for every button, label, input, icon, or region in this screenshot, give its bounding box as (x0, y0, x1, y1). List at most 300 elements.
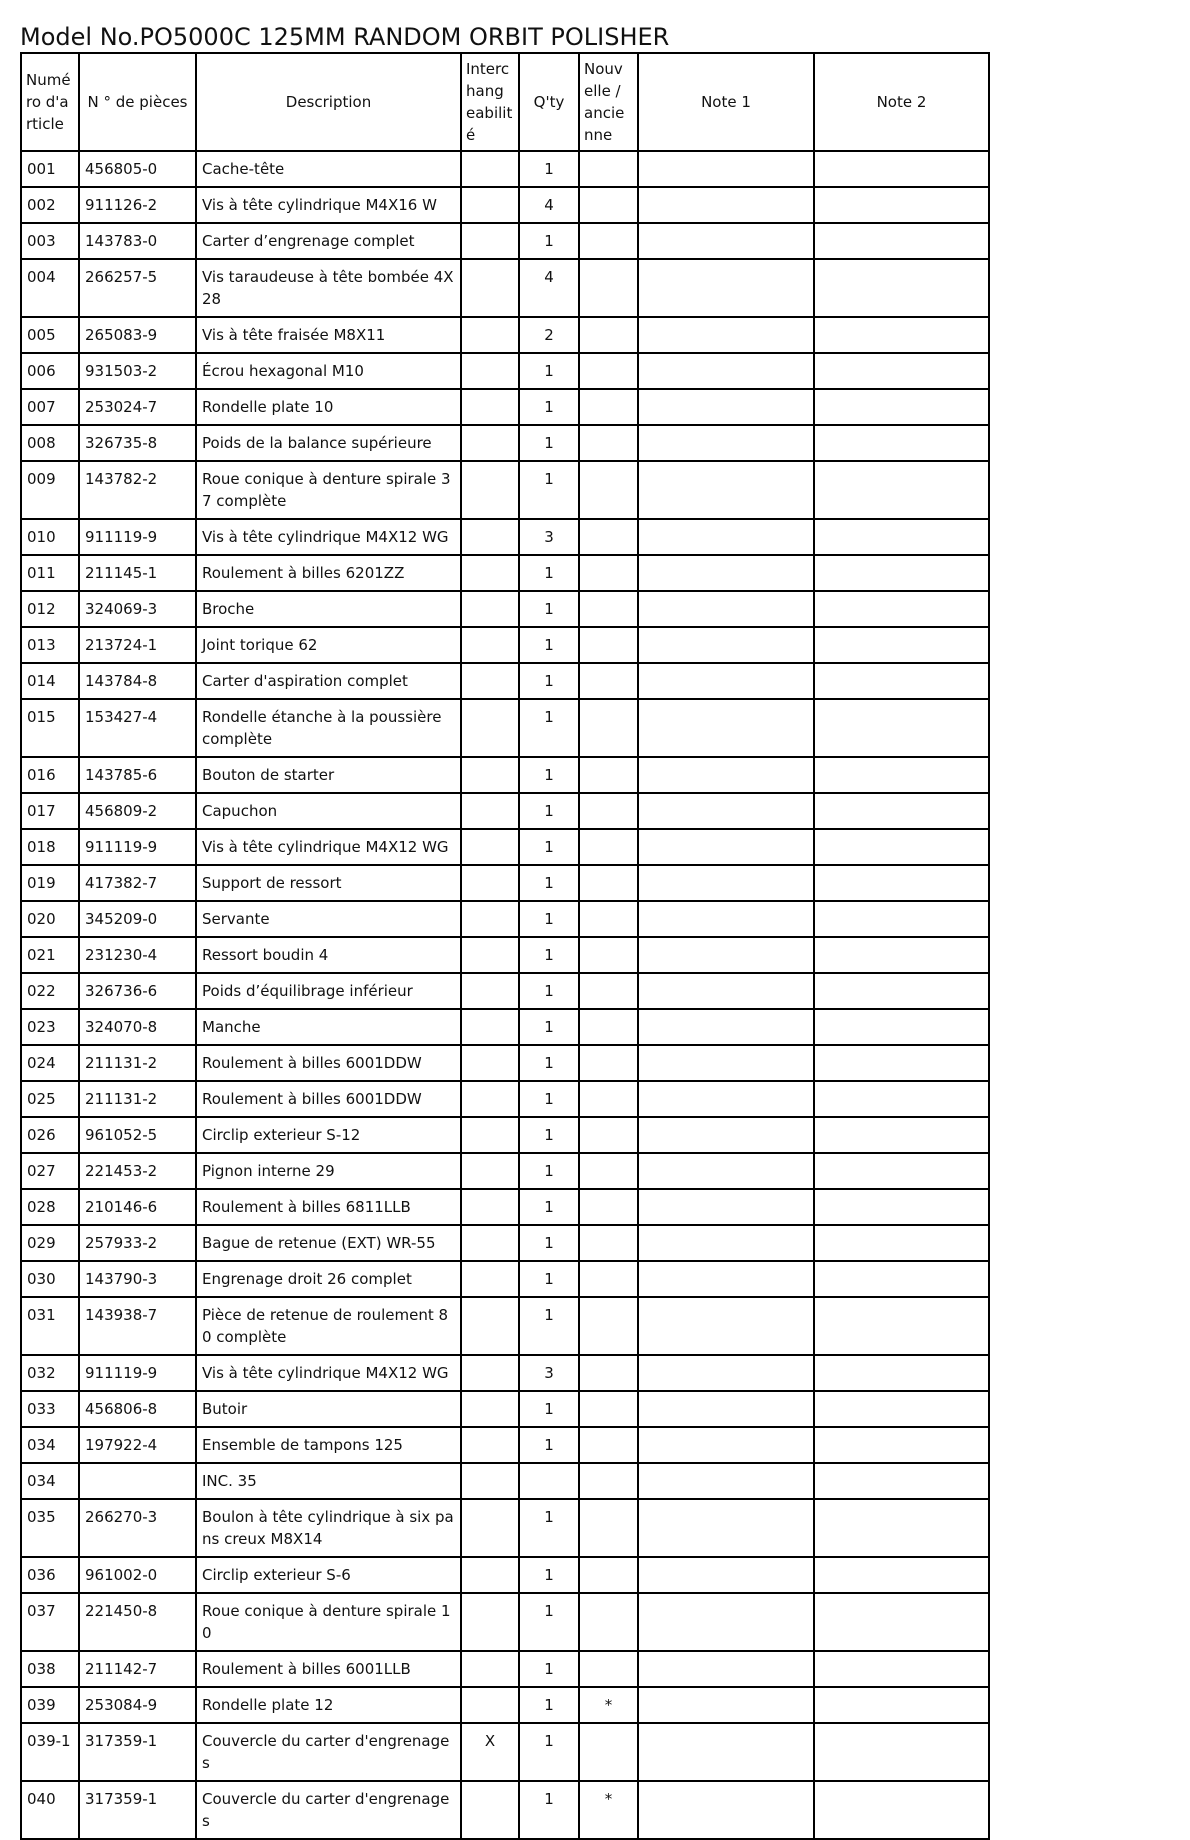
new-old-cell (579, 1391, 638, 1427)
interchangeability-cell (461, 973, 519, 1009)
interchangeability-cell (461, 555, 519, 591)
item-no-cell: 036 (21, 1557, 79, 1593)
interchangeability-cell (461, 699, 519, 757)
interchangeability-cell (461, 865, 519, 901)
item-no-cell: 023 (21, 1009, 79, 1045)
note-2-cell (814, 591, 989, 627)
new-old-cell (579, 1225, 638, 1261)
note-1-cell (638, 1153, 814, 1189)
interchangeability-cell (461, 151, 519, 187)
table-row (21, 627, 989, 663)
interchangeability-cell (461, 1153, 519, 1189)
qty-cell: 1 (519, 757, 579, 793)
description-cell: Engrenage droit 26 complet (196, 1261, 461, 1297)
interchangeability-cell (461, 829, 519, 865)
part-no-cell: 143785-6 (79, 757, 196, 793)
note-1-cell (638, 937, 814, 973)
new-old-cell (579, 591, 638, 627)
part-no-cell: 143938-7 (79, 1297, 196, 1355)
description-cell: Roue conique à denture spirale 1 0 (196, 1593, 461, 1651)
description-cell: Vis à tête cylindrique M4X12 WG (196, 519, 461, 555)
part-no-cell: 456809-2 (79, 793, 196, 829)
note-2-cell (814, 555, 989, 591)
description-cell: Vis à tête cylindrique M4X12 WG (196, 829, 461, 865)
new-old-cell (579, 151, 638, 187)
part-no-cell: 221450-8 (79, 1593, 196, 1651)
note-1-cell (638, 223, 814, 259)
table-row (21, 389, 989, 425)
new-old-cell (579, 353, 638, 389)
description-cell: Ressort boudin 4 (196, 937, 461, 973)
note-2-cell (814, 1723, 989, 1781)
part-no-cell: 253084-9 (79, 1687, 196, 1723)
note-2-cell (814, 663, 989, 699)
new-old-cell (579, 1189, 638, 1225)
note-2-cell (814, 1557, 989, 1593)
new-old-cell (579, 223, 638, 259)
new-old-cell (579, 663, 638, 699)
item-no-cell: 022 (21, 973, 79, 1009)
interchangeability-cell (461, 1355, 519, 1391)
table-row (21, 555, 989, 591)
qty-cell: 1 (519, 1687, 579, 1723)
interchangeability-cell: X (461, 1723, 519, 1781)
qty-cell: 1 (519, 1189, 579, 1225)
description-cell: Broche (196, 591, 461, 627)
description-cell: Rondelle plate 10 (196, 389, 461, 425)
new-old-cell (579, 519, 638, 555)
item-no-cell: 006 (21, 353, 79, 389)
qty-cell: 1 (519, 1261, 579, 1297)
note-2-cell (814, 1355, 989, 1391)
note-1-cell (638, 425, 814, 461)
interchangeability-cell (461, 1463, 519, 1499)
item-no-cell: 034 (21, 1427, 79, 1463)
item-no-cell: 032 (21, 1355, 79, 1391)
qty-cell: 2 (519, 317, 579, 353)
new-old-cell (579, 1557, 638, 1593)
item-no-cell: 031 (21, 1297, 79, 1355)
description-cell: Joint torique 62 (196, 627, 461, 663)
note-2-cell (814, 1189, 989, 1225)
interchangeability-cell (461, 317, 519, 353)
qty-cell: 1 (519, 1427, 579, 1463)
part-no-cell: 961002-0 (79, 1557, 196, 1593)
interchangeability-cell (461, 793, 519, 829)
note-1-cell (638, 519, 814, 555)
parts-table (20, 52, 990, 1840)
new-old-cell: * (579, 1781, 638, 1839)
note-2-cell (814, 829, 989, 865)
note-1-cell (638, 1225, 814, 1261)
new-old-cell (579, 425, 638, 461)
table-row (21, 1593, 989, 1651)
interchangeability-cell (461, 389, 519, 425)
new-old-cell (579, 1593, 638, 1651)
qty-cell: 1 (519, 1499, 579, 1557)
part-no-cell: 324070-8 (79, 1009, 196, 1045)
description-cell: Capuchon (196, 793, 461, 829)
part-no-cell: 911119-9 (79, 829, 196, 865)
part-no-cell: 324069-3 (79, 591, 196, 627)
qty-cell: 1 (519, 793, 579, 829)
table-row (21, 1225, 989, 1261)
qty-cell: 3 (519, 519, 579, 555)
description-cell: Pièce de retenue de roulement 8 0 complète (196, 1297, 461, 1355)
item-no-cell: 024 (21, 1045, 79, 1081)
note-1-cell (638, 1297, 814, 1355)
part-no-cell: 211131-2 (79, 1081, 196, 1117)
part-no-cell: 456806-8 (79, 1391, 196, 1427)
new-old-cell (579, 1723, 638, 1781)
part-no-cell: 143784-8 (79, 663, 196, 699)
note-1-cell (638, 259, 814, 317)
table-row (21, 151, 989, 187)
item-no-cell: 013 (21, 627, 79, 663)
interchangeability-cell (461, 1117, 519, 1153)
part-no-cell: 143782-2 (79, 461, 196, 519)
part-no-cell: 197922-4 (79, 1427, 196, 1463)
description-cell: Roulement à billes 6001LLB (196, 1651, 461, 1687)
qty-cell: 1 (519, 973, 579, 1009)
table-row (21, 973, 989, 1009)
item-no-cell: 038 (21, 1651, 79, 1687)
qty-cell: 1 (519, 1781, 579, 1839)
interchangeability-cell (461, 1427, 519, 1463)
part-no-cell: 153427-4 (79, 699, 196, 757)
description-cell: Bouton de starter (196, 757, 461, 793)
note-2-cell (814, 1391, 989, 1427)
qty-cell: 1 (519, 1593, 579, 1651)
qty-cell: 1 (519, 1651, 579, 1687)
table-row (21, 1045, 989, 1081)
note-1-cell (638, 757, 814, 793)
note-1-cell (638, 1261, 814, 1297)
qty-cell: 1 (519, 425, 579, 461)
interchangeability-cell (461, 519, 519, 555)
note-2-cell (814, 461, 989, 519)
interchangeability-cell (461, 1297, 519, 1355)
table-row (21, 663, 989, 699)
new-old-cell (579, 829, 638, 865)
note-1-cell (638, 1781, 814, 1839)
interchangeability-cell (461, 1391, 519, 1427)
note-1-cell (638, 1463, 814, 1499)
part-no-cell: 326736-6 (79, 973, 196, 1009)
description-cell: Poids de la balance supérieure (196, 425, 461, 461)
item-no-cell: 035 (21, 1499, 79, 1557)
note-2-cell (814, 757, 989, 793)
description-cell: Vis taraudeuse à tête bombée 4X 28 (196, 259, 461, 317)
note-2-cell (814, 1687, 989, 1723)
qty-cell: 1 (519, 627, 579, 663)
note-1-cell (638, 1009, 814, 1045)
note-2-cell (814, 1781, 989, 1839)
part-no-cell: 911119-9 (79, 1355, 196, 1391)
note-2-cell (814, 151, 989, 187)
table-row (21, 461, 989, 519)
description-cell: Vis à tête cylindrique M4X16 W (196, 187, 461, 223)
new-old-cell (579, 1117, 638, 1153)
note-2-cell (814, 1499, 989, 1557)
column-header-note-1: Note 1 (638, 53, 814, 151)
item-no-cell: 005 (21, 317, 79, 353)
item-no-cell: 011 (21, 555, 79, 591)
note-2-cell (814, 317, 989, 353)
new-old-cell (579, 1009, 638, 1045)
qty-cell: 1 (519, 555, 579, 591)
item-no-cell: 017 (21, 793, 79, 829)
interchangeability-cell (461, 461, 519, 519)
description-cell: Roulement à billes 6001DDW (196, 1081, 461, 1117)
qty-cell: 1 (519, 1009, 579, 1045)
new-old-cell (579, 1355, 638, 1391)
item-no-cell: 014 (21, 663, 79, 699)
part-no-cell: 417382-7 (79, 865, 196, 901)
column-header-interchangeability: Interc hang eabilit é (461, 53, 519, 151)
part-no-cell: 143790-3 (79, 1261, 196, 1297)
new-old-cell (579, 389, 638, 425)
new-old-cell (579, 1153, 638, 1189)
table-row (21, 865, 989, 901)
new-old-cell (579, 1427, 638, 1463)
table-row (21, 1117, 989, 1153)
description-cell: Pignon interne 29 (196, 1153, 461, 1189)
note-2-cell (814, 1225, 989, 1261)
part-no-cell: 456805-0 (79, 151, 196, 187)
part-no-cell: 266270-3 (79, 1499, 196, 1557)
note-2-cell (814, 1153, 989, 1189)
note-1-cell (638, 663, 814, 699)
description-cell: Circlip exterieur S-6 (196, 1557, 461, 1593)
part-no-cell: 213724-1 (79, 627, 196, 663)
table-row (21, 757, 989, 793)
description-cell: Cache-tête (196, 151, 461, 187)
description-cell: Manche (196, 1009, 461, 1045)
note-1-cell (638, 1557, 814, 1593)
note-1-cell (638, 1687, 814, 1723)
new-old-cell (579, 187, 638, 223)
item-no-cell: 008 (21, 425, 79, 461)
new-old-cell (579, 555, 638, 591)
note-1-cell (638, 151, 814, 187)
interchangeability-cell (461, 1557, 519, 1593)
new-old-cell (579, 865, 638, 901)
new-old-cell (579, 757, 638, 793)
item-no-cell: 012 (21, 591, 79, 627)
note-1-cell (638, 1723, 814, 1781)
table-row (21, 223, 989, 259)
description-cell: Servante (196, 901, 461, 937)
table-row (21, 1297, 989, 1355)
note-1-cell (638, 1593, 814, 1651)
new-old-cell (579, 1045, 638, 1081)
item-no-cell: 004 (21, 259, 79, 317)
new-old-cell (579, 1081, 638, 1117)
item-no-cell: 030 (21, 1261, 79, 1297)
qty-cell: 1 (519, 1297, 579, 1355)
qty-cell: 3 (519, 1355, 579, 1391)
note-2-cell (814, 793, 989, 829)
table-row (21, 353, 989, 389)
document-title: Model No.PO5000C 125MM RANDOM ORBIT POLISHER (20, 23, 670, 51)
note-1-cell (638, 1427, 814, 1463)
interchangeability-cell (461, 1687, 519, 1723)
interchangeability-cell (461, 937, 519, 973)
item-no-cell: 040 (21, 1781, 79, 1839)
qty-cell: 1 (519, 937, 579, 973)
table-row (21, 591, 989, 627)
table-row (21, 519, 989, 555)
table-row (21, 699, 989, 757)
note-1-cell (638, 793, 814, 829)
qty-cell: 1 (519, 829, 579, 865)
interchangeability-cell (461, 187, 519, 223)
note-2-cell (814, 1593, 989, 1651)
part-no-cell: 231230-4 (79, 937, 196, 973)
part-no-cell: 211131-2 (79, 1045, 196, 1081)
part-no-cell (79, 1463, 196, 1499)
item-no-cell: 019 (21, 865, 79, 901)
item-no-cell: 025 (21, 1081, 79, 1117)
table-row (21, 1261, 989, 1297)
interchangeability-cell (461, 1781, 519, 1839)
qty-cell: 1 (519, 1391, 579, 1427)
item-no-cell: 009 (21, 461, 79, 519)
table-row (21, 1499, 989, 1557)
description-cell: Ensemble de tampons 125 (196, 1427, 461, 1463)
qty-cell: 1 (519, 353, 579, 389)
note-2-cell (814, 1081, 989, 1117)
interchangeability-cell (461, 591, 519, 627)
note-2-cell (814, 1297, 989, 1355)
item-no-cell: 020 (21, 901, 79, 937)
table-row (21, 1651, 989, 1687)
note-1-cell (638, 1391, 814, 1427)
note-1-cell (638, 1499, 814, 1557)
table-row (21, 793, 989, 829)
part-no-cell: 211142-7 (79, 1651, 196, 1687)
item-no-cell: 010 (21, 519, 79, 555)
description-cell: Poids d’équilibrage inférieur (196, 973, 461, 1009)
part-no-cell: 911126-2 (79, 187, 196, 223)
interchangeability-cell (461, 1651, 519, 1687)
note-1-cell (638, 627, 814, 663)
note-1-cell (638, 1651, 814, 1687)
new-old-cell (579, 1297, 638, 1355)
note-2-cell (814, 353, 989, 389)
table-row (21, 1723, 989, 1781)
interchangeability-cell (461, 1009, 519, 1045)
qty-cell: 1 (519, 151, 579, 187)
table-row (21, 937, 989, 973)
note-2-cell (814, 425, 989, 461)
description-cell: Roue conique à denture spirale 3 7 complète (196, 461, 461, 519)
new-old-cell (579, 973, 638, 1009)
qty-cell (519, 1463, 579, 1499)
qty-cell: 1 (519, 699, 579, 757)
qty-cell: 1 (519, 1153, 579, 1189)
description-cell: Support de ressort (196, 865, 461, 901)
item-no-cell: 021 (21, 937, 79, 973)
note-2-cell (814, 973, 989, 1009)
item-no-cell: 015 (21, 699, 79, 757)
description-cell: Couvercle du carter d'engrenage s (196, 1781, 461, 1839)
interchangeability-cell (461, 663, 519, 699)
interchangeability-cell (461, 1261, 519, 1297)
note-1-cell (638, 555, 814, 591)
qty-cell: 4 (519, 187, 579, 223)
part-no-cell: 317359-1 (79, 1723, 196, 1781)
interchangeability-cell (461, 757, 519, 793)
qty-cell: 1 (519, 591, 579, 627)
qty-cell: 1 (519, 865, 579, 901)
qty-cell: 1 (519, 1081, 579, 1117)
item-no-cell: 026 (21, 1117, 79, 1153)
item-no-cell: 034 (21, 1463, 79, 1499)
interchangeability-cell (461, 425, 519, 461)
part-no-cell: 931503-2 (79, 353, 196, 389)
note-1-cell (638, 1189, 814, 1225)
part-no-cell: 326735-8 (79, 425, 196, 461)
interchangeability-cell (461, 627, 519, 663)
qty-cell: 4 (519, 259, 579, 317)
note-1-cell (638, 973, 814, 1009)
table-row (21, 829, 989, 865)
note-1-cell (638, 1045, 814, 1081)
item-no-cell: 028 (21, 1189, 79, 1225)
new-old-cell (579, 259, 638, 317)
note-2-cell (814, 187, 989, 223)
qty-cell: 1 (519, 223, 579, 259)
note-1-cell (638, 1117, 814, 1153)
table-row (21, 1009, 989, 1045)
table-row (21, 259, 989, 317)
item-no-cell: 029 (21, 1225, 79, 1261)
table-header-row (21, 53, 989, 151)
description-cell: Vis à tête fraisée M8X11 (196, 317, 461, 353)
note-2-cell (814, 1427, 989, 1463)
new-old-cell (579, 1499, 638, 1557)
note-1-cell (638, 389, 814, 425)
qty-cell: 1 (519, 1117, 579, 1153)
interchangeability-cell (461, 1045, 519, 1081)
note-2-cell (814, 519, 989, 555)
part-no-cell: 221453-2 (79, 1153, 196, 1189)
new-old-cell (579, 699, 638, 757)
column-header-qty: Q'ty (519, 53, 579, 151)
description-cell: Bague de retenue (EXT) WR-55 (196, 1225, 461, 1261)
note-2-cell (814, 1261, 989, 1297)
new-old-cell (579, 793, 638, 829)
part-no-cell: 345209-0 (79, 901, 196, 937)
item-no-cell: 007 (21, 389, 79, 425)
item-no-cell: 037 (21, 1593, 79, 1651)
item-no-cell: 018 (21, 829, 79, 865)
qty-cell: 1 (519, 901, 579, 937)
part-no-cell: 266257-5 (79, 259, 196, 317)
part-no-cell: 257933-2 (79, 1225, 196, 1261)
description-cell: INC. 35 (196, 1463, 461, 1499)
column-header-new-old: Nouv elle / ancie nne (579, 53, 638, 151)
interchangeability-cell (461, 1189, 519, 1225)
item-no-cell: 002 (21, 187, 79, 223)
part-no-cell: 961052-5 (79, 1117, 196, 1153)
qty-cell: 1 (519, 1225, 579, 1261)
interchangeability-cell (461, 353, 519, 389)
item-no-cell: 039-1 (21, 1723, 79, 1781)
interchangeability-cell (461, 901, 519, 937)
